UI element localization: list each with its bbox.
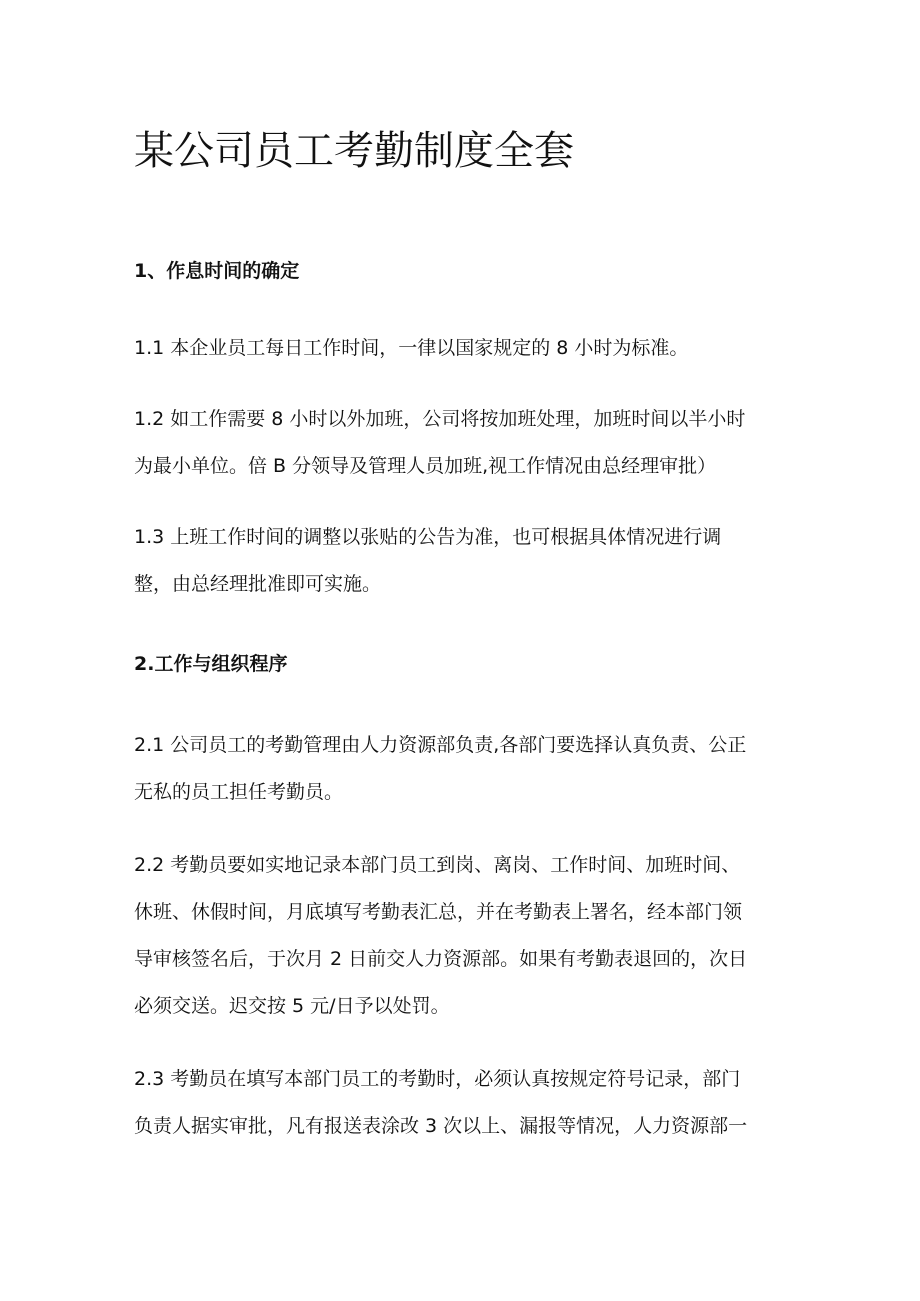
paragraph-1-3 <box>134 522 804 616</box>
paragraph-1-1 <box>134 333 804 380</box>
section-heading-2: 2.工作与组织程序 <box>134 653 288 675</box>
paragraph-line: 2.2 考勤员要如实地记录本部门员工到岗、离岗、工作时间、加班时间、 <box>134 854 741 876</box>
section-heading-1: 1、作息时间的确定 <box>134 260 300 282</box>
paragraph-line: 无私的员工担任考勤员。 <box>134 781 344 803</box>
paragraph-1-2 <box>134 404 804 498</box>
paragraph-line: 1.1 本企业员工每日工作时间，一律以国家规定的 8 小时为标准。 <box>134 337 689 359</box>
paragraph-line: 1.2 如工作需要 8 小时以外加班，公司将按加班处理，加班时间以半小时 <box>134 408 746 430</box>
paragraph-line: 为最小单位。倍 B 分领导及管理人员加班,视工作情况由总经理审批） <box>134 455 717 477</box>
paragraph-line: 休班、休假时间，月底填写考勤表汇总，并在考勤表上署名，经本部门领 <box>134 901 743 923</box>
paragraph-line: 导审核签名后，于次月 2 日前交人力资源部。如果有考勤表退回的，次日 <box>134 948 748 970</box>
document-title: 某公司员工考勤制度全套 <box>134 128 574 174</box>
paragraph-2-2 <box>134 850 804 1038</box>
paragraph-line: 1.3 上班工作时间的调整以张贴的公告为准，也可根据具体情况进行调 <box>134 526 722 548</box>
paragraph-2-3 <box>134 1064 804 1158</box>
paragraph-line: 必须交送。迟交按 5 元/日予以处罚。 <box>134 995 450 1017</box>
paragraph-line: 整，由总经理批准即可实施。 <box>134 573 382 595</box>
paragraph-line: 2.3 考勤员在填写本部门员工的考勤时，必须认真按规定符号记录，部门 <box>134 1068 741 1090</box>
paragraph-line: 2.1 公司员工的考勤管理由人力资源部负责,各部门要选择认真负责、公正 <box>134 734 747 756</box>
paragraph-2-1 <box>134 730 804 824</box>
paragraph-line: 负责人据实审批，凡有报送表涂改 3 次以上、漏报等情况，人力资源部一 <box>134 1115 748 1137</box>
